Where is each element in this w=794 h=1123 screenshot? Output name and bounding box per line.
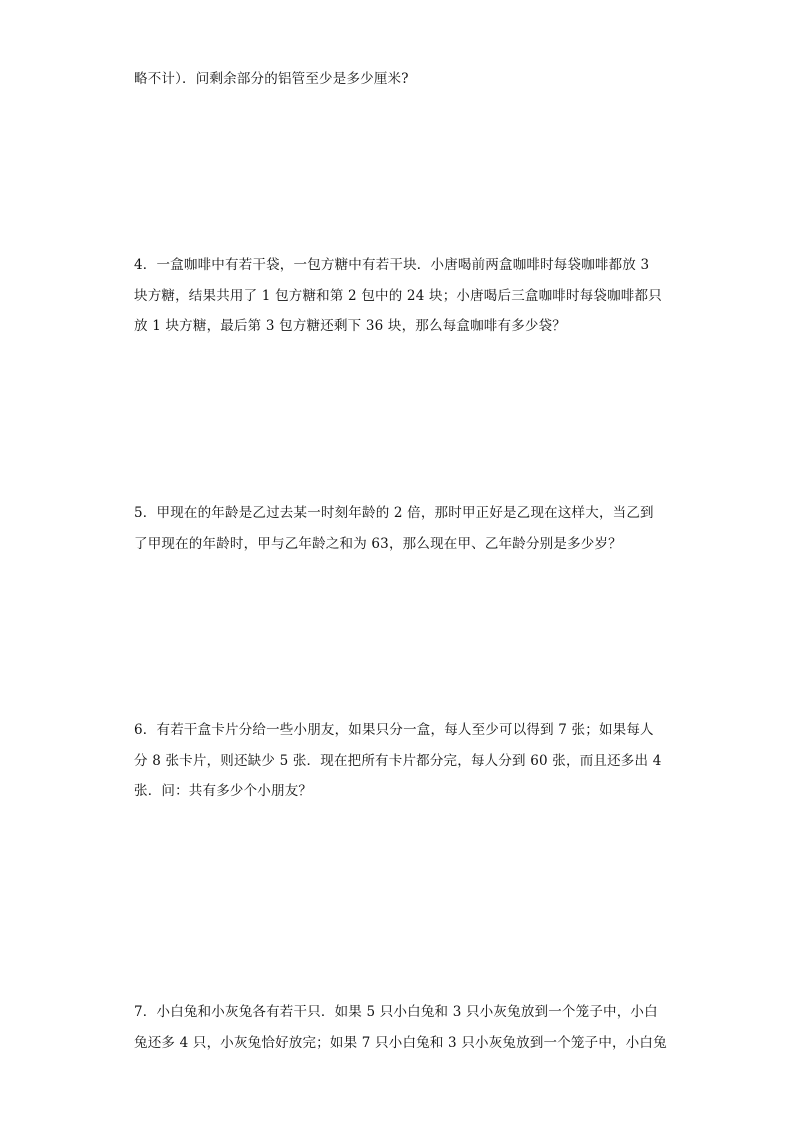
- text-line: 5．甲现在的年龄是乙过去某一时刻年龄的 2 倍，那时甲正好是乙现在这样大，当乙到: [134, 505, 654, 521]
- text-line: 兔还多 4 只，小灰兔恰好放完；如果 7 只小白兔和 3 只小灰兔放到一个笼子中，小白兔: [134, 1034, 667, 1051]
- text-line: 7．小白兔和小灰兔各有若干只．如果 5 只小白兔和 3 只小灰兔放到一个笼子中，小白: [134, 1004, 658, 1020]
- problem-7: [134, 997, 667, 1058]
- text-line: 放 1 块方糖，最后第 3 包方糖还剩下 36 块，那么每盒咖啡有多少袋？: [134, 318, 567, 334]
- problem-4: [134, 250, 662, 342]
- text-line: 分 8 张卡片，则还缺少 5 张．现在把所有卡片都分完，每人分到 60 张，而且还多出 4: [134, 752, 662, 769]
- problem-3-continuation: [134, 64, 662, 95]
- text-line: 块方糖，结果共用了 1 包方糖和第 2 包中的 24 块；小唐喝后三盒咖啡时每袋咖啡都只: [134, 287, 662, 304]
- text-line: 6．有若干盒卡片分给一些小朋友，如果只分一盒，每人至少可以得到 7 张；如果每人: [134, 722, 654, 738]
- text-line: 了甲现在的年龄时，甲与乙年龄之和为 63，那么现在甲、乙年龄分别是多少岁？: [134, 535, 622, 552]
- problem-6: [134, 715, 662, 807]
- text-line: 4．一盒咖啡中有若干袋，一包方糖中有若干块．小唐喝前两盒咖啡时每袋咖啡都放 3: [134, 257, 650, 273]
- text-line: 张．问：共有多少个小朋友？: [134, 783, 313, 799]
- problem-5: [134, 498, 662, 559]
- text-line: 略不计）．问剩余部分的铝管至少是多少厘米?: [134, 71, 409, 87]
